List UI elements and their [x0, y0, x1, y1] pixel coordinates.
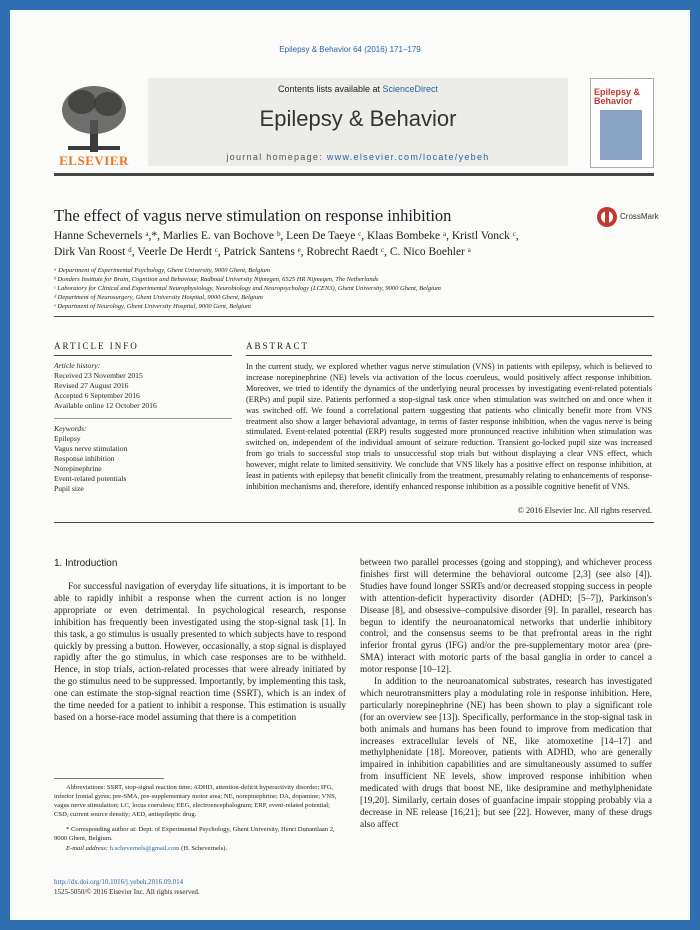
history-item: Received 23 November 2015 [54, 371, 143, 380]
affiliation-rule [54, 316, 654, 317]
history-item: Accepted 6 September 2016 [54, 391, 140, 400]
journal-title: Epilepsy & Behavior [259, 106, 457, 131]
journal-citation[interactable]: Epilepsy & Behavior 64 (2016) 171–179 [279, 45, 421, 54]
authors-line-1: Hanne Schevernels ᵃ,*, Marlies E. van Bochove ᵇ, Leen De Taeye ᶜ, Klaas Bombeke ᵃ, Kristl Vonck ᶜ, [54, 230, 519, 242]
history-label: Article history: [54, 361, 101, 370]
article-title: The effect of vagus nerve stimulation on response inhibition [54, 206, 452, 225]
footnote-rule [54, 778, 164, 779]
body-left-column: For successful navigation of everyday life situations, it is important to be able to rapidly inhibit a response when the current action is no longer appropriate or even detrimental. In psychological research, response inhibition has frequently been investigated using the stop-signal task [1]. In this task, a go stimulus is usually presented to which subjects have to respond quickly by pressing a button. However, occasionally, a stop signal is displayed rapidly after the go stimulus, in which case responses are to be withheld. Hence, in stop trials, action-related processes that were already initiated by the go stimulus need to be suppressed. Importantly, by implementing this task, one can estimate the stop-signal reaction time (SSRT), which is an index of the time needed for a patient to inhibit a response. This estimation is usually based on a horse-race model assuming that there is a competition [54, 582, 346, 723]
keywords-rule [54, 418, 232, 419]
article-page [10, 10, 690, 920]
affiliation: ᵉ Department of Neurology, Ghent University Hospital, 9000 Gent, Belgium [54, 303, 251, 310]
history-item: Available online 12 October 2016 [54, 401, 157, 410]
abstract-copyright: © 2016 Elsevier Inc. All rights reserved. [517, 506, 652, 515]
affiliation: ᵃ Department of Experimental Psychology, Ghent University, 9000 Ghent, Belgium [54, 267, 270, 274]
keyword: Norepinephrine [54, 464, 102, 473]
sciencedirect-link[interactable]: ScienceDirect [382, 84, 439, 94]
crossmark-label[interactable]: CrossMark [620, 212, 659, 221]
journal-homepage [148, 152, 568, 162]
email-label: E-mail address: [66, 845, 110, 852]
crossmark-icon[interactable] [596, 206, 618, 228]
corresponding-author-footnote: * Corresponding author at: Dept. of Experimental Psychology, Ghent University, Henri Dunantlaan 2, 9000 Ghent, Belgium. [54, 826, 335, 842]
abstract-heading: ABSTRACT [246, 341, 310, 351]
issn-line: 1525-5050/© 2016 Elsevier Inc. All rights reserved. [54, 888, 200, 896]
email-suffix: (H. Schevernels). [179, 845, 228, 852]
body-right-paragraph-1: between two parallel processes (going and stopping), and whichever process finishes first will determine the behavioral outcome [2,3] (see also [4]). Studies have found longer SSRTs and/or decreased stopping success in people with attention-deficit hyperactivity disorder (ADHD; [5–7]), Parkinson's Disease [8], and obsessive–compulsive disorder [9]. In parallel, research has begun to identify the neuroanatomical networks that underlie inhibitory control, and the consensus seems to be that prefrontal areas in the right inferior frontal gyrus (IFG) and/or the pre-supplementary motor area (pre-SMA) interact with motoric parts of the basal ganglia in order to cancel a motor response [10–12]. [360, 558, 652, 676]
keyword: Response inhibition [54, 454, 115, 463]
abstract-rule [246, 355, 652, 356]
introduction-heading: 1. Introduction [54, 558, 118, 569]
email-link[interactable]: h.schevernels@gmail.com [109, 845, 180, 852]
history-item: Revised 27 August 2016 [54, 381, 129, 390]
keyword: Pupil size [54, 484, 84, 493]
article-info-rule [54, 355, 232, 356]
abstract-bottom-rule [54, 522, 654, 523]
elsevier-wordmark: ELSEVIER [59, 153, 129, 168]
homepage-link[interactable]: www.elsevier.com/locate/yebeh [326, 152, 490, 162]
cover-title: Epilepsy & Behavior [594, 87, 641, 106]
doi-link[interactable]: http://dx.doi.org/10.1016/j.yebeh.2016.09.014 [54, 878, 184, 886]
contents-line [148, 84, 568, 94]
affiliation: ᶜ Laboratory for Clinical and Experimental Neurophysiology, Neurobiology and Neuropsychology (LCEN3), Ghent University, 9000 Ghent, Belgium [54, 285, 441, 292]
email-footnote [54, 844, 346, 853]
keyword: Event-related potentials [54, 474, 127, 483]
affiliation: ᵈ Department of Neurosurgery, Ghent University Hospital, 9000 Ghent, Belgium [54, 294, 263, 301]
contents-prefix: Contents lists available at [277, 84, 383, 94]
affiliation: ᵇ Donders Institute for Brain, Cognition and Behaviour, Radboud University Nijmegen, 6525 HR Nijmegen, The Netherlands [54, 276, 379, 283]
author-list [54, 228, 614, 260]
keywords-label: Keywords: [54, 424, 87, 433]
header-rule [54, 173, 654, 176]
article-info-heading: ARTICLE INFO [54, 341, 139, 351]
body-right-paragraph-2: In addition to the neuroanatomical substrates, research has investigated which neurotransmitters play a modulating role in response inhibition. Here, particularly norepinephrine (NE) has been shown to play a significant role (for an overview see [13]). Specifically, performance in the stop-signal task in both animals and humans has been found to improve from medication that increases extracellular levels of NE, like atomoxetine [14–17] and methylphenidate [18]. Moreover, patients with ADHD, who are generally impaired in inhibition capabilities and are simultaneously assumed to suffer from insufficient NE levels, show improved response inhibition when medicated with drugs that boost NE, like desipramine and methylphenidate [19,20]. Similarly, certain doses of guanfacine impair stopping probably via a decrease in NE release [16,21]; but see [22]. However, many of these drugs also affect [360, 677, 652, 830]
keyword: Epilepsy [54, 434, 81, 443]
cover-image [600, 110, 642, 160]
abbreviations-footnote: Abbreviations: SSRT, stop-signal reaction time; ADHD, attention-deficit hyperactivity disorder; IFG, inferior frontal gyrus; pre-SMA, pre-supplementary motor area; NE, norepinephrine; DA, dopamine; VNS, vagus nerve stimulation; LC, locus coeruleus; EEG, electroencephalogram; ERP, event-related potential; CSD, current source density; AED, antiepileptic drug. [54, 784, 337, 818]
authors-line-2: Dirk Van Roost ᵈ, Veerle De Herdt ᶜ, Patrick Santens ᵉ, Robrecht Raedt ᶜ, C. Nico Boehler ᵃ [54, 246, 471, 258]
keyword: Vagus nerve stimulation [54, 444, 128, 453]
homepage-label: journal homepage: [226, 152, 327, 162]
abstract-text: In the current study, we explored whether vagus nerve stimulation (VNS) in patients with epilepsy, which is believed to increase norepinephrine (NE) levels via activation of the locus coeruleus, would positively affect response inhibition. Moreover, we tried to identify the dynamics of the underlying neural processes by investigating event-related potentials (ERPs) and pupil size. Patients performed a stop-signal task once when stimulation was switched on and once when it was switched off. We found a correlational pattern suggesting that patients who clinically benefit more from VNS treatment also show a larger behavioral advantage, in terms of faster response inhibition, when the vagus nerve is being stimulated. Event-related potential (ERP) results suggested more pronounced reactive inhibition when stimulation was switched on, independent of the individual amount of seizure reduction. Transient go-locked pupil size was increased from go trials to successful stop trials to unsuccessful stop trials but without displaying a clear VNS effect, which however, might relate to limited sensitivity. We conclude that VNS likely has a positive effect on response inhibition, at least in patients with epilepsy that benefit clinically from the treatment, presumably relating to enhancements of response-inhibition mechanisms and, therefore, identify enhanced response inhibition as a possible cognitive benefit of VNS. [246, 362, 652, 491]
